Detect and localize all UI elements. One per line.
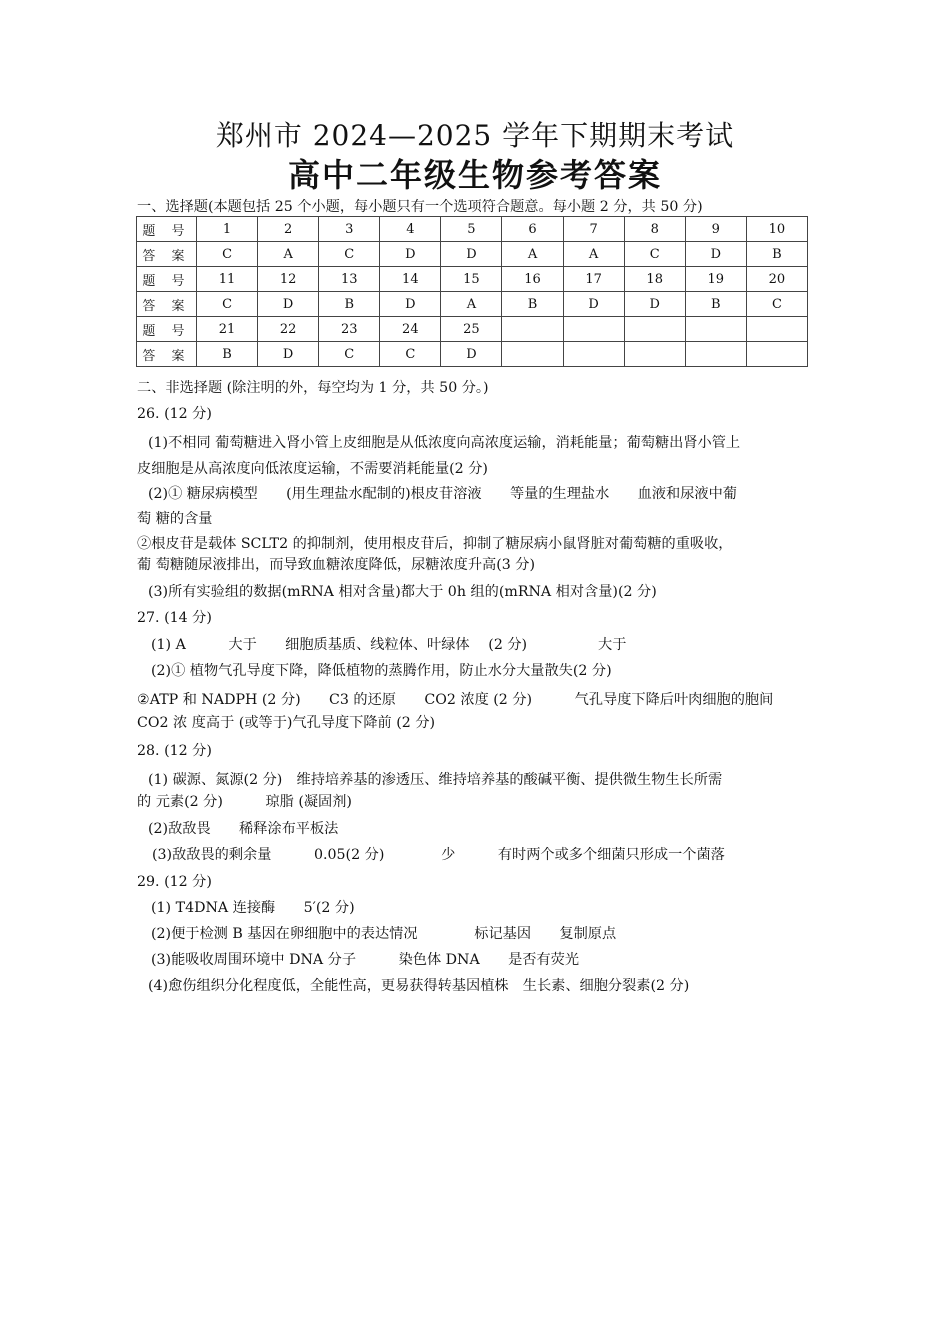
q28-part1-line1: (1) 碳源、氮源(2 分) 维持培养基的渗透压、维持培养基的酸碱平衡、提供微生物生长所需 (148, 772, 723, 788)
section2-heading: 二、非选择题 (除注明的外，每空均为 1 分，共 50 分。) (137, 380, 489, 396)
question-number-cell: 3 (319, 217, 380, 242)
q27-part2: (2)① 植物气孔导度下降，降低植物的蒸腾作用，防止水分大量散失(2 分) (151, 663, 612, 679)
answer-cell: C (319, 242, 380, 267)
answer-cell (746, 342, 807, 367)
answer-cell: A (563, 242, 624, 267)
question-number-cell: 25 (441, 317, 502, 342)
answer-row (137, 342, 808, 367)
answer-cell: A (441, 292, 502, 317)
exam-title: 郑州市 2024—2025 学年下期期末考试 (215, 119, 735, 152)
question-number-cell: 4 (380, 217, 441, 242)
question-number-label: 题 号 (137, 217, 197, 242)
q28-part2: (2)敌敌畏 稀释涂布平板法 (148, 821, 339, 837)
question-number-cell (502, 317, 563, 342)
section1-heading: 一、选择题(本题包括 25 个小题，每小题只有一个选项符合题意。每小题 2 分，共 50 分) (137, 199, 703, 215)
q27-part3-line2: CO2 浓 度高于 (或等于)气孔导度下降前 (2 分) (137, 715, 436, 731)
answer-cell: D (380, 292, 441, 317)
question-number-cell: 15 (441, 267, 502, 292)
answer-cell: C (197, 242, 258, 267)
q27-part3-line1: ②ATP 和 NADPH (2 分) C3 的还原 CO2 浓度 (2 分) 气孔导度下降后叶肉细胞的胞间 (137, 692, 774, 708)
question-number-cell: 6 (502, 217, 563, 242)
answer-cell: A (258, 242, 319, 267)
q29-part4: (4)愈伤组织分化程度低，全能性高，更易获得转基因植株 生长素、细胞分裂素(2 分) (148, 978, 690, 994)
answer-cell: D (624, 292, 685, 317)
answer-key-title: 高中二年级生物参考答案 (287, 156, 662, 194)
q28-heading: 28. (12 分) (137, 743, 212, 759)
question-number-label: 题 号 (137, 267, 197, 292)
question-number-cell (563, 317, 624, 342)
question-number-cell: 22 (258, 317, 319, 342)
question-number-cell: 20 (746, 267, 807, 292)
q26-part2-line1: (2)① 糖尿病模型 (用生理盐水配制的)根皮苷溶液 等量的生理盐水 血液和尿液中葡 (148, 486, 737, 502)
answer-cell: B (685, 292, 746, 317)
question-number-cell: 8 (624, 217, 685, 242)
answer-cell: D (380, 242, 441, 267)
answer-table (136, 216, 808, 367)
answer-cell: B (197, 342, 258, 367)
answer-cell: B (502, 292, 563, 317)
question-number-cell: 23 (319, 317, 380, 342)
answer-cell: D (258, 342, 319, 367)
q29-part3: (3)能吸收周围环境中 DNA 分子 染色体 DNA 是否有荧光 (151, 952, 580, 968)
answer-cell (502, 342, 563, 367)
answer-cell: C (197, 292, 258, 317)
answer-row (137, 242, 808, 267)
answer-cell: A (502, 242, 563, 267)
answer-cell (624, 342, 685, 367)
question-number-cell: 13 (319, 267, 380, 292)
answer-cell (685, 342, 746, 367)
answer-row (137, 292, 808, 317)
q26-part1-line2: 皮细胞是从高浓度向低浓度运输，不需要消耗能量(2 分) (137, 461, 488, 477)
answer-label: 答 案 (137, 242, 197, 267)
q26-part4: (3)所有实验组的数据(mRNA 相对含量)都大于 0h 组的(mRNA 相对含量)(2 分) (148, 584, 657, 600)
question-number-cell: 10 (746, 217, 807, 242)
answer-cell (563, 342, 624, 367)
answer-cell: D (563, 292, 624, 317)
q26-part1-line1: (1)不相同 葡萄糖进入肾小管上皮细胞是从低浓度向高浓度运输，消耗能量；葡萄糖出肾小管上 (148, 435, 741, 451)
answer-cell: C (380, 342, 441, 367)
question-number-cell: 2 (258, 217, 319, 242)
question-number-cell: 9 (685, 217, 746, 242)
answer-cell: B (319, 292, 380, 317)
question-number-cell: 24 (380, 317, 441, 342)
answer-cell: B (746, 242, 807, 267)
q27-part1: (1) A 大于 细胞质基质、线粒体、叶绿体 (2 分) 大于 (151, 637, 627, 653)
answer-cell: D (441, 242, 502, 267)
answer-label: 答 案 (137, 342, 197, 367)
question-number-cell: 17 (563, 267, 624, 292)
answer-cell: D (685, 242, 746, 267)
question-number-cell: 19 (685, 267, 746, 292)
question-number-cell: 12 (258, 267, 319, 292)
q28-part3: (3)敌敌畏的剩余量 0.05(2 分) 少 有时两个或多个细菌只形成一个菌落 (152, 847, 725, 863)
answer-cell: D (441, 342, 502, 367)
q29-part2: (2)便于检测 B 基因在卵细胞中的表达情况 标记基因 复制原点 (151, 926, 617, 942)
q26-part3-line1: ②根皮苷是载体 SCLT2 的抑制剂，使用根皮苷后，抑制了糖尿病小鼠肾脏对葡萄糖的重吸收， (137, 536, 733, 552)
question-number-cell: 1 (197, 217, 258, 242)
answer-label: 答 案 (137, 292, 197, 317)
question-number-row (137, 267, 808, 292)
question-number-cell (685, 317, 746, 342)
question-number-cell: 18 (624, 267, 685, 292)
question-number-cell: 14 (380, 267, 441, 292)
question-number-cell: 16 (502, 267, 563, 292)
answer-cell: D (258, 292, 319, 317)
question-number-cell: 5 (441, 217, 502, 242)
question-number-cell: 21 (197, 317, 258, 342)
question-number-cell (624, 317, 685, 342)
answer-cell: C (319, 342, 380, 367)
q28-part1-line2: 的 元素(2 分) 琼脂 (凝固剂) (137, 794, 352, 810)
q26-heading: 26. (12 分) (137, 406, 212, 422)
q29-part1: (1) T4DNA 连接酶 5′(2 分) (151, 900, 355, 916)
question-number-cell: 11 (197, 267, 258, 292)
q26-part3-line2: 葡 萄糖随尿液排出，而导致血糖浓度降低，尿糖浓度升高(3 分) (137, 557, 535, 573)
q26-part2-line2: 萄 糖的含量 (137, 511, 213, 527)
question-number-row (137, 317, 808, 342)
q29-heading: 29. (12 分) (137, 874, 212, 890)
question-number-cell (746, 317, 807, 342)
question-number-row (137, 217, 808, 242)
answer-cell: C (624, 242, 685, 267)
question-number-cell: 7 (563, 217, 624, 242)
q27-heading: 27. (14 分) (137, 610, 212, 626)
answer-cell: C (746, 292, 807, 317)
question-number-label: 题 号 (137, 317, 197, 342)
